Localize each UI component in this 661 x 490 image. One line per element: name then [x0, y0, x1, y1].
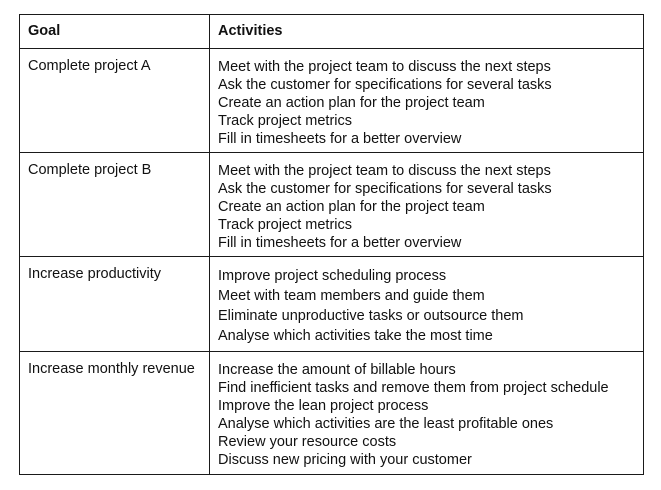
activity-item: Discuss new pricing with your customer: [218, 452, 472, 468]
activity-item: Fill in timesheets for a better overview: [218, 131, 462, 147]
activity-item: Fill in timesheets for a better overview: [218, 235, 462, 251]
activity-item: Improve the lean project process: [218, 398, 429, 414]
goal-cell: Increase monthly revenue: [20, 352, 210, 475]
table-row: [20, 352, 644, 475]
activity-item: Create an action plan for the project team: [218, 95, 485, 111]
activity-item: Review your resource costs: [218, 434, 397, 450]
table-row: [20, 49, 644, 153]
activity-item: Analyse which activities take the most time: [218, 328, 493, 344]
activities-cell: [210, 153, 644, 257]
table-row: [20, 257, 644, 352]
activity-item: Increase the amount of billable hours: [218, 362, 456, 378]
activity-item: Create an action plan for the project team: [218, 199, 485, 215]
activity-item: Ask the customer for specifications for several tasks: [218, 77, 552, 93]
goal-cell: Increase productivity: [20, 257, 210, 352]
goal-cell: Complete project A: [20, 49, 210, 153]
activities-column-header: Activities: [210, 15, 644, 49]
activity-item: Meet with the project team to discuss the next steps: [218, 163, 551, 179]
goal-column-header: Goal: [20, 15, 210, 49]
activity-item: Meet with team members and guide them: [218, 288, 485, 304]
header-row: [20, 15, 644, 49]
activity-item: Meet with the project team to discuss the next steps: [218, 59, 551, 75]
activity-item: Analyse which activities are the least profitable ones: [218, 416, 554, 432]
activities-cell: [210, 352, 644, 475]
table-row: [20, 153, 644, 257]
activities-cell: [210, 257, 644, 352]
activity-item: Track project metrics: [218, 113, 353, 129]
activity-item: Find inefficient tasks and remove them from project schedule: [218, 380, 609, 396]
goals-table: [19, 14, 644, 475]
activity-item: Improve project scheduling process: [218, 268, 447, 284]
goal-cell: Complete project B: [20, 153, 210, 257]
activities-cell: [210, 49, 644, 153]
activity-item: Track project metrics: [218, 217, 353, 233]
activity-item: Ask the customer for specifications for several tasks: [218, 181, 552, 197]
activity-item: Eliminate unproductive tasks or outsource them: [218, 308, 524, 324]
